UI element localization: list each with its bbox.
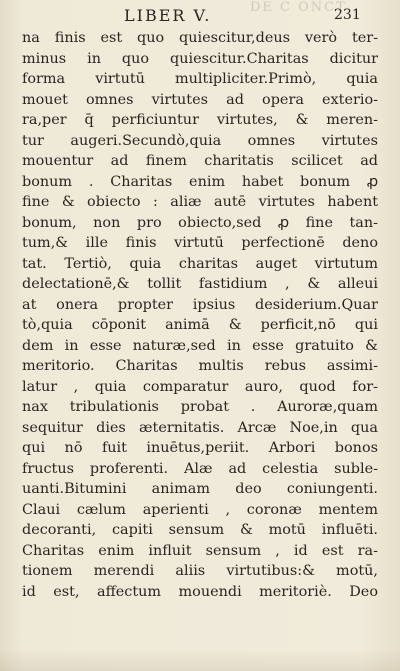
text-line: forma virtutū multipliciter.Primò, quia (22, 71, 378, 87)
text-line: Charitas enim influit sensum , id est ra- (22, 542, 378, 559)
text-line: at onera propter ipsius desiderium.Quar (22, 296, 378, 313)
text-line: mouet omnes virtutes ad opera exterio- (22, 91, 378, 108)
text-line: mouentur ad finem charitatis scilicet ad (22, 153, 378, 169)
text-line: id est, affectum mouendi meritoriè. Deo (22, 583, 378, 600)
text-line: tat. Tertiò, quia charitas auget virtutum (22, 255, 378, 272)
text-line: bonum, non pro obiecto,sed ꝓ fine tan- (22, 214, 378, 231)
text-line: dem in esse naturæ,sed in esse gratuito & (22, 337, 378, 354)
text-line: tur augeri.Secundò,quia omnes virtutes (22, 132, 378, 149)
text-line: latur , quia comparatur auro, quod for- (22, 378, 378, 395)
text-line: ra,per q̄ perficiuntur virtutes, & meren- (22, 112, 378, 128)
text-line: uanti.Bitumini animam deo coniungenti. (22, 481, 378, 497)
text-line: tionem merendi aliis virtutibus:& motū, (22, 563, 378, 579)
text-line: meritorio. Charitas multis rebus assimi- (22, 358, 378, 374)
running-head (0, 6, 400, 26)
text-line: qui nō fuit inuētus,periit. Arbori bonos (22, 440, 378, 456)
page-number: 231 (334, 7, 361, 23)
bleed-through-text: DE C ONCT (250, 0, 347, 15)
page-bottom-shadow (0, 649, 400, 671)
text-line: bonum . Charitas enim habet bonum ꝓ (22, 173, 378, 190)
text-line: fructus proferenti. Alæ ad celestia suble- (22, 460, 378, 477)
text-block (22, 28, 378, 602)
text-line: sequitur dies æternitatis. Arcæ Noe,in qua (22, 419, 378, 436)
text-line: tò,quia cōponit animā & perficit,nō qui (22, 317, 378, 333)
text-line: delectationē,& tollit fastidium , & alleui (22, 276, 378, 292)
text-line: decoranti, capiti sensum & motū influēti. (22, 522, 378, 538)
text-line: na finis est quo quiescitur,deus verò ter- (22, 30, 378, 46)
text-line: minus in quo quiescitur.Charitas dicitur (22, 50, 378, 67)
text-line: Claui cælum aperienti , coronæ mentem (22, 501, 378, 518)
text-line: tum,& ille finis virtutū perfectionē deno (22, 235, 378, 251)
text-line: nax tribulationis probat . Auroræ,quam (22, 399, 378, 415)
text-line: fine & obiecto : aliæ autē virtutes habent (22, 194, 378, 210)
page-title: LIBER V. (124, 6, 212, 25)
